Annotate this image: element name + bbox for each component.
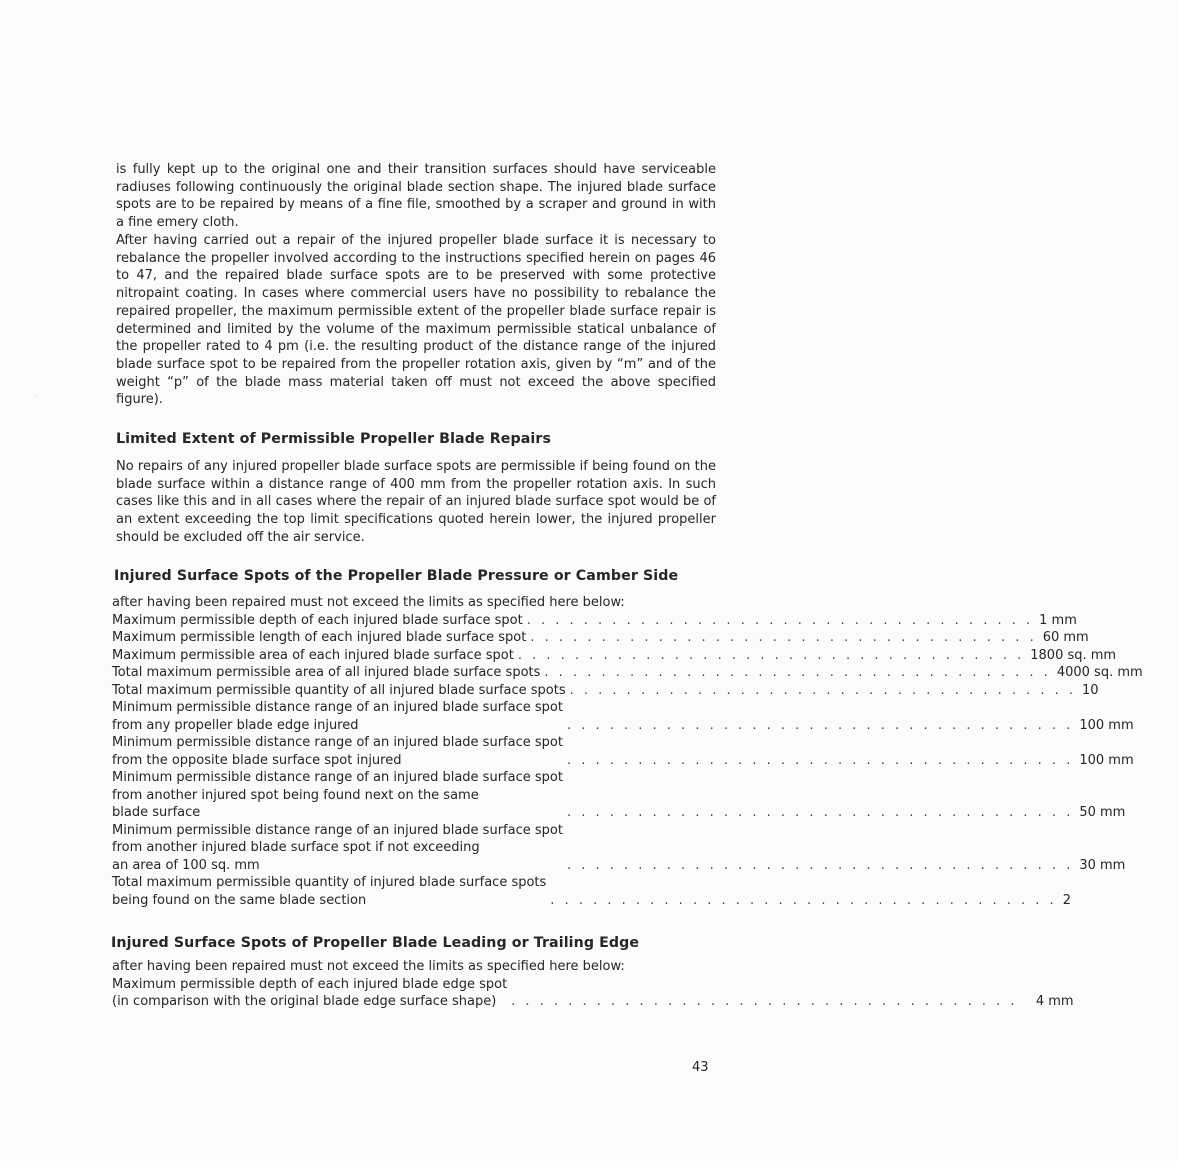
rebalance-paragraph: After having carried out a repair of the injured propeller blade surface it is necessary to rebalance the propeller involved according to the instructions specified herein on pages 46 to 47, and the repaired blade surface spots are to be preserved with some protective nitropaint coating. In cases where commercial users have no possibility to rebalance the repaired propeller, the maximum permissible extent of the propeller blade surface repair is determined and limited by the volume of the maximum permissible statical unbalance of the propeller rated to 4 pm (i.e. the resulting product of the distance range of the injured blade surface spot to be repaired from the propeller rotation axis, given by “m” and of the weight “p” of the blade mass material taken off must not exceed the above specified figure). <box>116 233 716 408</box>
spec-row <box>112 769 1126 822</box>
spec-row <box>112 629 1089 647</box>
spec-row <box>112 874 1071 909</box>
spec-value: 1 mm <box>1039 612 1077 628</box>
spec-row <box>112 699 1134 734</box>
spec-value: 4000 sq. mm <box>1056 665 1143 680</box>
spec-label: Total maximum permissible quantity of all injured blade surface spots <box>112 682 566 698</box>
dot-leader: . . . . . . . . . . . . . . . . . . . . . . . . . . . . . . . . . . . . <box>517 647 1025 663</box>
page-number: 43 <box>692 1060 709 1075</box>
spec-value: 1800 sq. mm <box>1030 647 1117 663</box>
dot-leader: . . . . . . . . . . . . . . . . . . . . . . . . . . . . . . . . . . . . <box>566 805 1074 820</box>
spec-label: Total maximum permissible area of all injured blade surface spots <box>112 665 541 680</box>
spec-label: Maximum permissible depth of each injured blade surface spot <box>112 612 523 628</box>
spec-value: 4 mm <box>1035 994 1074 1009</box>
dot-leader: . . . . . . . . . . . . . . . . . . . . . . . . . . . . . . . . . . . . <box>566 752 1074 768</box>
spec-row <box>112 612 1077 630</box>
spec-label: Maximum permissible length of each injured blade surface spot <box>112 630 527 645</box>
spec-value: 50 mm <box>1079 805 1126 820</box>
spec-row <box>112 664 1143 682</box>
spec-row <box>112 976 1074 1011</box>
intro-paragraph: is fully kept up to the original one and their transition surfaces should have serviceable radiuses following continuously the original blade section shape. The injured blade surface spots are to be repaired by means of a fine file, smoothed by a scraper and ground in with a fine emery cloth. <box>116 162 716 231</box>
spec-value: 2 <box>1062 892 1071 908</box>
pressure-side-spec-list <box>112 594 1143 909</box>
spec-value: 100 mm <box>1079 752 1134 768</box>
spec-value: 10 <box>1082 682 1099 698</box>
spec-label: Total maximum permissible quantity of injured blade surface spots being found on the same blade section <box>112 875 547 908</box>
scan-speck: · <box>34 392 38 403</box>
dot-leader: . . . . . . . . . . . . . . . . . . . . . . . . . . . . . . . . . . . . <box>511 994 1018 1009</box>
limited-extent-heading: Limited Extent of Permissible Propeller Blade Repairs <box>116 431 552 447</box>
dot-leader: . . . . . . . . . . . . . . . . . . . . . . . . . . . . . . . . . . . . <box>544 665 1051 680</box>
pressure-side-lead: after having been repaired must not exceed the limits as specified here below: <box>112 595 625 610</box>
dot-leader: . . . . . . . . . . . . . . . . . . . . . . . . . . . . . . . . . . . . <box>569 682 1077 698</box>
dot-leader: . . . . . . . . . . . . . . . . . . . . . . . . . . . . . . . . . . . . <box>530 630 1037 645</box>
spec-row <box>112 647 1117 665</box>
spec-value: 30 mm <box>1079 857 1126 873</box>
edge-spec-list <box>112 958 1074 1011</box>
spec-label: Minimum permissible distance range of an injured blade surface spot from another injured spot being found next on the same blade surface <box>112 770 563 820</box>
spec-label: Minimum permissible distance range of an injured blade surface spot from any propeller blade edge injured <box>112 700 563 733</box>
spec-value: 100 mm <box>1079 717 1134 733</box>
spec-label: Maximum permissible area of each injured blade surface spot <box>112 647 514 663</box>
pressure-side-heading: Injured Surface Spots of the Propeller Blade Pressure or Camber Side <box>114 568 679 584</box>
spec-label: Maximum permissible depth of each injured blade edge spot (in comparison with the original blade edge surface shape) <box>112 976 508 1009</box>
spec-label: Minimum permissible distance range of an injured blade surface spot from another injured blade surface spot if not exceeding an area of 100 sq. mm <box>112 822 563 873</box>
spec-row <box>112 822 1126 875</box>
spec-row <box>112 682 1099 700</box>
edge-heading: Injured Surface Spots of Propeller Blade Leading or Trailing Edge <box>111 935 640 951</box>
limited-extent-paragraph: No repairs of any injured propeller blade surface spots are permissible if being found on the blade surface within a distance range of 400 mm from the propeller rotation axis. In such cases like this and in all cases where the repair of an injured blade surface spot would be of an extent exceeding the top limit specifications quoted herein lower, the injured propeller should be excluded off the air service. <box>116 459 716 545</box>
edge-lead: after having been repaired must not exceed the limits as specified here below: <box>112 959 625 974</box>
dot-leader: . . . . . . . . . . . . . . . . . . . . . . . . . . . . . . . . . . . . <box>566 717 1074 733</box>
dot-leader: . . . . . . . . . . . . . . . . . . . . . . . . . . . . . . . . . . . . <box>550 892 1057 908</box>
spec-row <box>112 734 1134 769</box>
dot-leader: . . . . . . . . . . . . . . . . . . . . . . . . . . . . . . . . . . . . <box>526 612 1034 628</box>
spec-label: Minimum permissible distance range of an injured blade surface spot from the opposite blade surface spot injured <box>112 735 563 768</box>
spec-value: 60 mm <box>1042 630 1089 645</box>
dot-leader: . . . . . . . . . . . . . . . . . . . . . . . . . . . . . . . . . . . . <box>566 857 1074 873</box>
